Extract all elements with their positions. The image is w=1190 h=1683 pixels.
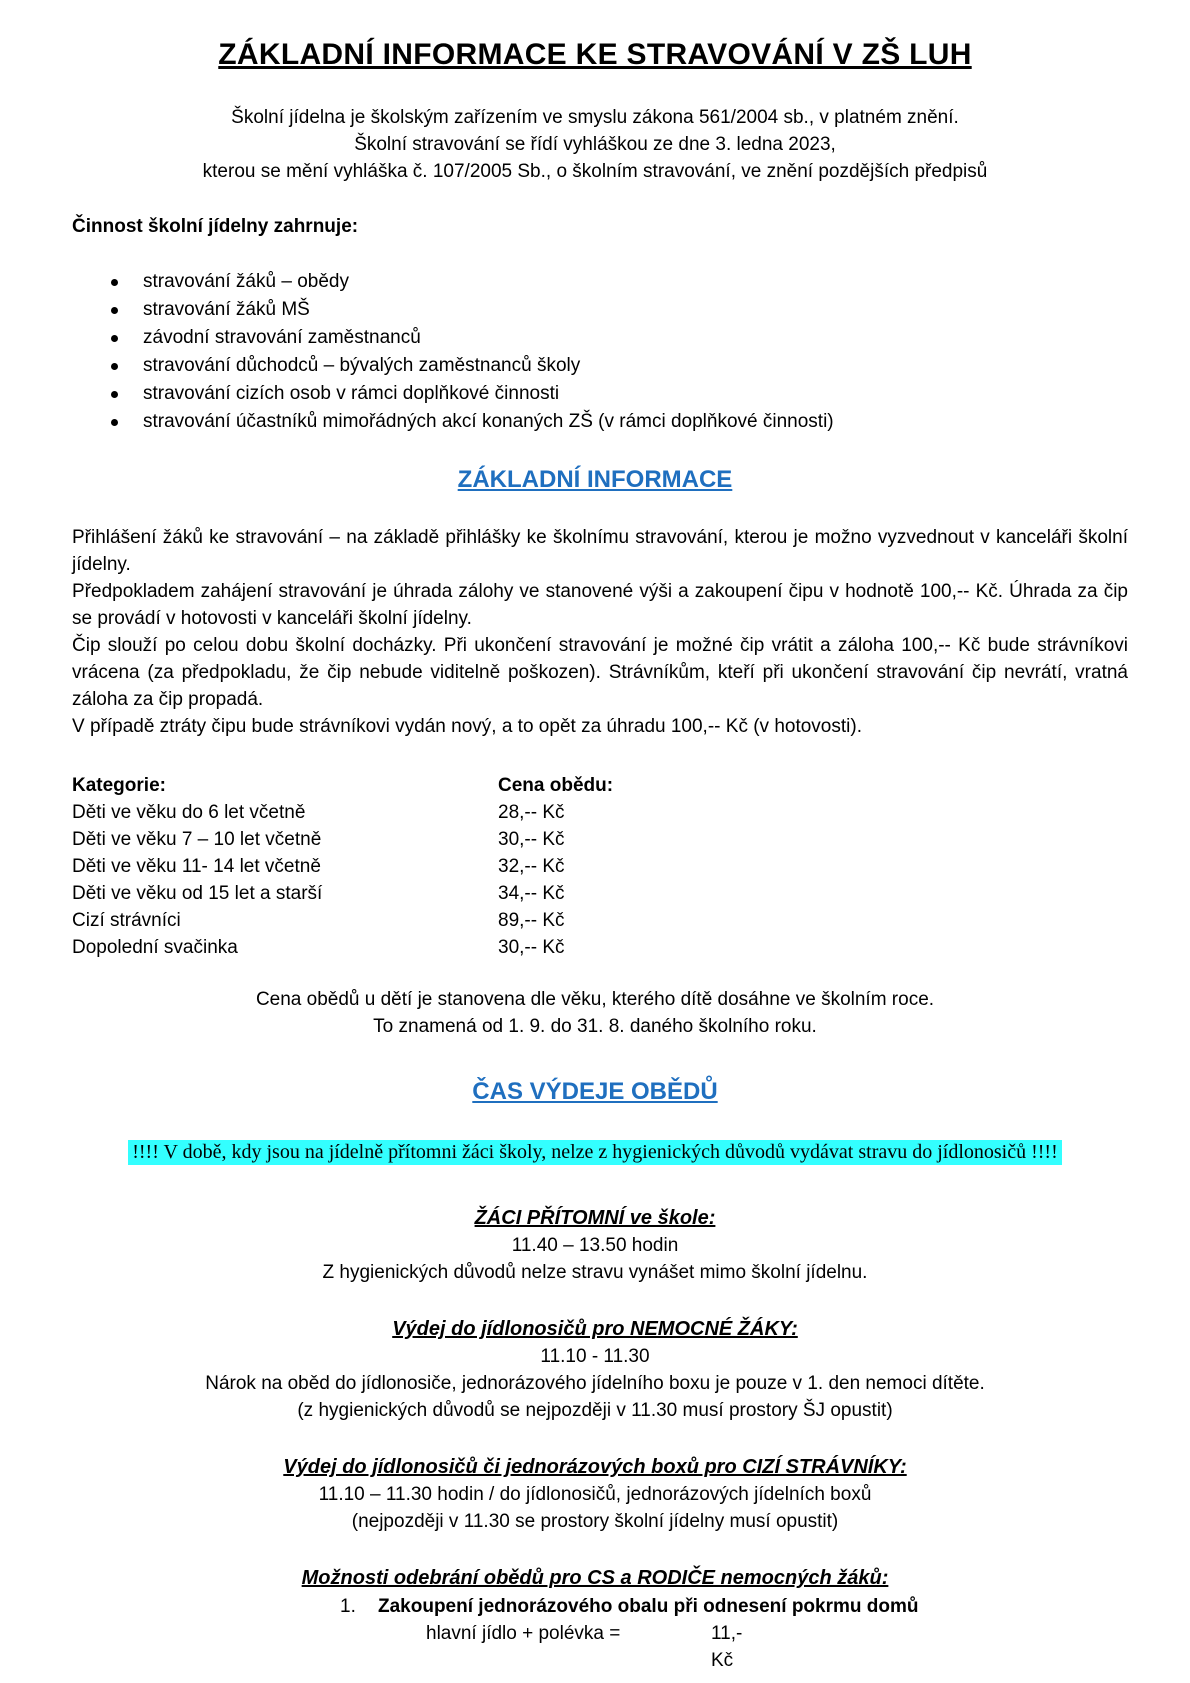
price-cell: 30,-- Kč (498, 937, 565, 958)
price-table-header (72, 772, 772, 799)
paragraph: V případě ztráty čipu bude strávníkovi vydán nový, a to opět za úhradu 100,-- Kč (v hotovosti). (72, 716, 862, 737)
list-item: závodní stravování zaměstnanců (100, 324, 834, 352)
bullet-icon (111, 335, 118, 342)
intro-line: Školní stravování se řídí vyhláškou ze dne 3. ledna 2023, (354, 134, 836, 155)
table-row (72, 934, 772, 961)
category-cell: Děti ve věku do 6 let včetně (72, 802, 306, 823)
section-line: (z hygienických důvodů se nejpozději v 11.30 musí prostory ŠJ opustit) (297, 1400, 893, 1421)
price-cell: 28,-- Kč (498, 802, 565, 823)
list-item: stravování žáků – obědy (100, 268, 834, 296)
warning-banner (0, 1140, 1190, 1165)
bullet-icon (111, 419, 118, 426)
price-cell: 34,-- Kč (498, 883, 565, 904)
paragraph: Čip slouží po celou dobu školní docházky. Při ukončení stravování je možné čip vrátit a záloha 100,-- Kč bude strávníkovi vrácena (za předpokladu, že čip nebude viditelně poškozen). Strávníkům, kteří při ukončení stravování čip nevrátí, vratná záloha za čip propadá. (72, 635, 1128, 710)
numbered-item (340, 1593, 919, 1620)
external-diners-heading: Výdej do jídlonosičů či jednorázových boxů pro CIZÍ STRÁVNÍKY: (283, 1456, 907, 1478)
category-cell: Děti ve věku od 15 let a starší (72, 883, 323, 904)
bullet-icon (111, 363, 118, 370)
note-line: To znamená od 1. 9. do 31. 8. daného školního roku. (373, 1016, 817, 1037)
paragraph: Předpokladem zahájení stravování je úhrada zálohy ve stanovené výši a zakoupení čipu v hodnotě 100,-- Kč. Úhrada za čip se provádí v hotovosti v kanceláři školní jídelny. (72, 581, 1128, 629)
category-column-header: Kategorie: (72, 775, 166, 796)
intro-line: Školní jídelna je školským zařízením ve smyslu zákona 561/2004 sb., v platném znění. (231, 107, 959, 128)
page-title: ZÁKLADNÍ INFORMACE KE STRAVOVÁNÍ V ZŠ LUH (218, 38, 972, 71)
activities-list (100, 268, 834, 436)
price-column-header: Cena obědu: (498, 775, 614, 796)
list-item: stravování cizích osob v rámci doplňkové činnosti (100, 380, 834, 408)
bullet-icon (111, 391, 118, 398)
item-number: 1. (340, 1596, 356, 1617)
price-cell: 30,-- Kč (498, 829, 565, 850)
activities-heading: Činnost školní jídelny zahrnuje: (72, 216, 359, 237)
parents-section (0, 1565, 1190, 1592)
bullet-icon (111, 307, 118, 314)
category-cell: Dopolední svačinka (72, 937, 238, 958)
intro-line: kterou se mění vyhláška č. 107/2005 Sb., o školním stravování, ve znění pozdějších předpisů (202, 161, 988, 182)
serving-time-heading: ČAS VÝDEJE OBĚDŮ (472, 1078, 718, 1105)
price-note (0, 986, 1190, 1040)
section-line: (nejpozději v 11.30 se prostory školní jídelny musí opustit) (351, 1511, 839, 1532)
price-cell: 32,-- Kč (498, 856, 565, 877)
basic-info-text (72, 524, 1128, 740)
table-row (72, 907, 772, 934)
warning-text: !!!! V době, kdy jsou na jídelně přítomni žáci školy, nelze z hygienických důvodů vydávat stravu do jídlonosičů !!!! (128, 1140, 1062, 1165)
section-line: Z hygienických důvodů nelze stravu vynášet mimo školní jídelnu. (322, 1262, 868, 1283)
sick-students-section (0, 1316, 1190, 1424)
basic-info-heading: ZÁKLADNÍ INFORMACE (457, 466, 733, 493)
category-cell: Děti ve věku 11- 14 let včetně (72, 856, 321, 877)
list-item: stravování účastníků mimořádných akcí konaných ZŠ (v rámci doplňkové činnosti) (100, 408, 834, 436)
price-table (72, 772, 772, 961)
students-present-heading: ŽÁCI PŘÍTOMNÍ ve škole: (474, 1207, 716, 1229)
category-cell: Děti ve věku 7 – 10 let včetně (72, 829, 322, 850)
item-text: Zakoupení jednorázového obalu při odnesení pokrmu domů (378, 1596, 919, 1617)
intro-text (0, 104, 1190, 185)
table-row (72, 853, 772, 880)
note-line: Cena obědů u dětí je stanovena dle věku, kterého dítě dosáhne ve školním roce. (255, 989, 935, 1010)
section-line: Nárok na oběd do jídlonosiče, jednorázového jídelního boxu je pouze v 1. den nemoci dítěte. (205, 1373, 985, 1394)
paragraph: Přihlášení žáků ke stravování – na základě přihlášky ke školnímu stravování, kterou je možno vyzvednout v kanceláři školní jídelny. (72, 527, 1128, 575)
list-item: stravování žáků MŠ (100, 296, 834, 324)
price-cell: 89,-- Kč (498, 910, 565, 931)
price-label: hlavní jídlo + polévka = (426, 1623, 621, 1644)
category-cell: Cizí strávníci (72, 910, 181, 931)
external-diners-section (0, 1454, 1190, 1535)
list-item: stravování důchodců – bývalých zaměstnanců školy (100, 352, 834, 380)
packaging-price-line (426, 1620, 743, 1671)
table-row (72, 799, 772, 826)
section-line: 11.10 - 11.30 (540, 1346, 650, 1367)
section-line: 11.10 – 11.30 hodin / do jídlonosičů, jednorázových jídelních boxů (318, 1484, 872, 1505)
section-line: 11.40 – 13.50 hodin (511, 1235, 679, 1256)
table-row (72, 826, 772, 853)
price-value: 11,- Kč (711, 1623, 743, 1671)
table-row (72, 880, 772, 907)
parents-heading: Možnosti odebrání obědů pro CS a RODIČE nemocných žáků: (301, 1567, 889, 1589)
students-present-section (0, 1205, 1190, 1286)
sick-students-heading: Výdej do jídlonosičů pro NEMOCNÉ ŽÁKY: (392, 1318, 798, 1340)
bullet-icon (111, 279, 118, 286)
